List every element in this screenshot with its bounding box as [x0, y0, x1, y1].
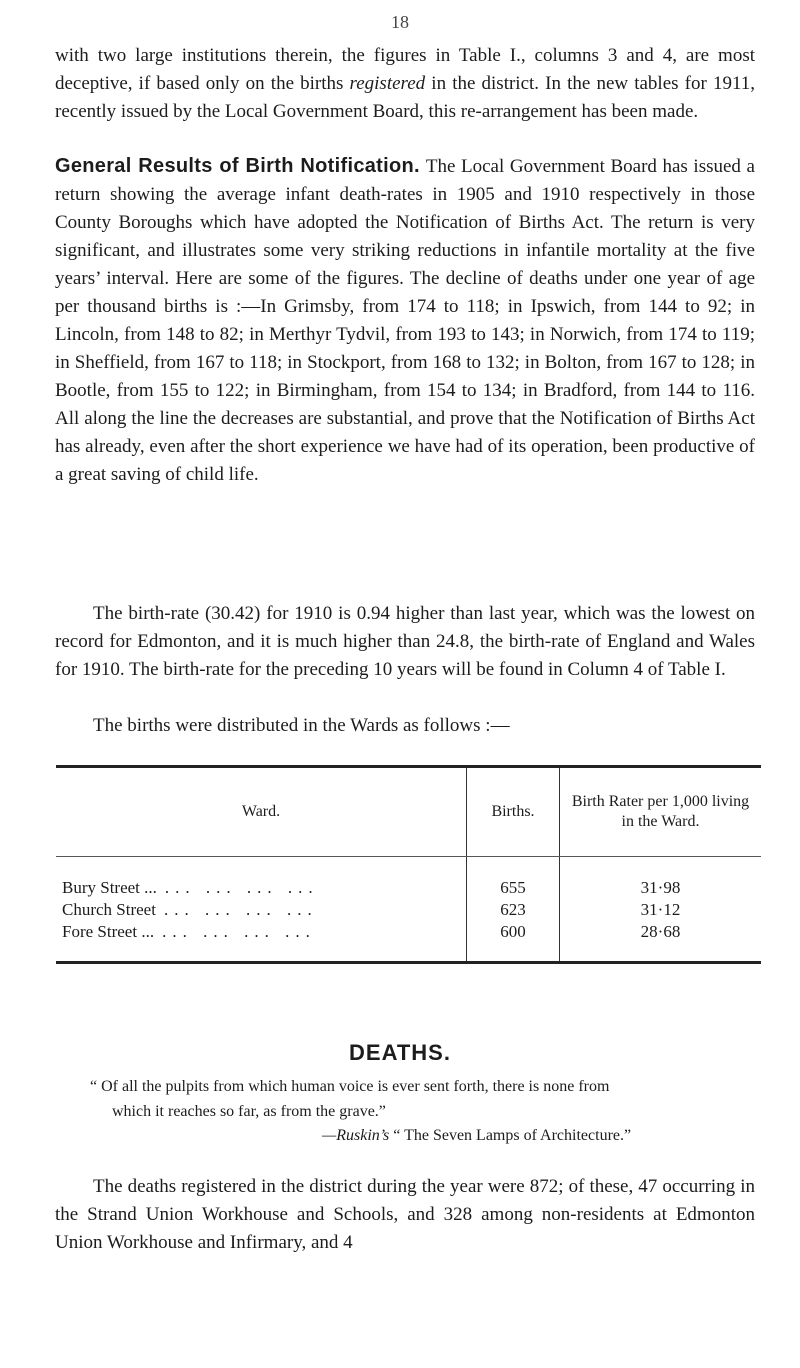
- births-cell: 600: [467, 921, 560, 963]
- table-row: [56, 899, 761, 921]
- ward-cell: [56, 899, 467, 921]
- ruskin-quote: [90, 1074, 760, 1124]
- header-birth-rate: Birth Rater per 1,000 living in the Ward.: [560, 767, 762, 857]
- intro-paragraph: [55, 42, 755, 126]
- wards-births-table: [56, 765, 761, 964]
- births-cell: 655: [467, 857, 560, 900]
- wards-intro: The births were distributed in the Wards as follows :—: [93, 715, 510, 736]
- rate-cell: 31·98: [640, 878, 681, 897]
- leader-dots: ... ... ... ...: [163, 900, 318, 919]
- deaths-heading: DEATHS.: [349, 1040, 451, 1065]
- table-header-row: [56, 767, 761, 857]
- header-ward: Ward.: [56, 767, 467, 857]
- table-row: [56, 857, 761, 900]
- leader-dots: ... ... ... ...: [162, 922, 316, 941]
- intro-text: with two large institutions therein, the figures in Table I., columns 3 and 4, are most deceptive, if based only on the births: [55, 45, 755, 94]
- attribution-work: “ The Seven Lamps of Architecture.”: [389, 1127, 632, 1144]
- intro-text-end: in the district. In the new tables for 1911, recently issued by the Local Government Board, this re-arrangement has been made.: [55, 73, 755, 122]
- ward-name: Church Street: [62, 900, 156, 919]
- header-births: Births.: [467, 767, 560, 857]
- quote-attribution: [322, 1127, 631, 1145]
- birth-notification-text: The Local Government Board has issued a return showing the average infant death-rates in 1905 and 1910 respectively in those County Boroughs which have adopted the Notification of Births Act. The return is very significant, and illustrates some very striking reductions in infantile mortality at the five years’ interval. Here are some of the figures. The decline of deaths under one year of age per thousand births is :—In Grimsby, from 174 to 118; in Ipswich, from 144 to 92; in Lincoln, from 148 to 82; in Merthyr Tydvil, from 193 to 143; in Norwich, from 174 to 119; in Sheffield, from 167 to 118; in Stockport, from 168 to 132; in Bolton, from 167 to 128; in Bootle, from 155 to 122; in Birmingham, from 154 to 134; in Bradford, from 144 to 116. All along the line the decreases are substantial, and prove that the Notification of Births Act has already, even after the short experience we have had of its operation, been productive of a great saving of child life.: [55, 156, 755, 485]
- birth-notification-heading: General Results of Birth Notification.: [55, 155, 420, 177]
- rate-cell: 28·68: [560, 921, 762, 963]
- table-row: [56, 921, 761, 963]
- deaths-paragraph: The deaths registered in the district during the year were 872; of these, 47 occurring in the Strand Union Workhouse and Schools, and 328 among non-residents at Edmonton Union Workhouse and Infirmary, and 4: [55, 1176, 755, 1253]
- rate-cell: 31·12: [640, 900, 681, 919]
- leader-dots: ... ... ... ...: [164, 878, 319, 897]
- quote-line-1: “ Of all the pulpits from which human voice is ever sent forth, there is none from: [90, 1078, 610, 1095]
- ward-name: Fore Street ...: [62, 922, 155, 941]
- ward-name: Bury Street ...: [62, 878, 157, 897]
- birth-rate-paragraph: The birth-rate (30.42) for 1910 is 0.94 higher than last year, which was the lowest on record for Edmonton, and it is much higher than 24.8, the birth-rate of England and Wales for 1910. The birth-rate for the preceding 10 years will be found in Column 4 of Table I.: [55, 603, 755, 680]
- ward-cell: [56, 857, 467, 900]
- intro-emphasis: registered: [349, 73, 426, 94]
- births-cell: 623: [467, 899, 560, 921]
- ward-cell: [56, 921, 467, 963]
- page-number: 18: [391, 12, 409, 32]
- quote-line-2: which it reaches so far, as from the grave.”: [112, 1103, 386, 1120]
- birth-notification-paragraph: [55, 152, 755, 489]
- attribution-author: —Ruskin’s: [322, 1127, 390, 1144]
